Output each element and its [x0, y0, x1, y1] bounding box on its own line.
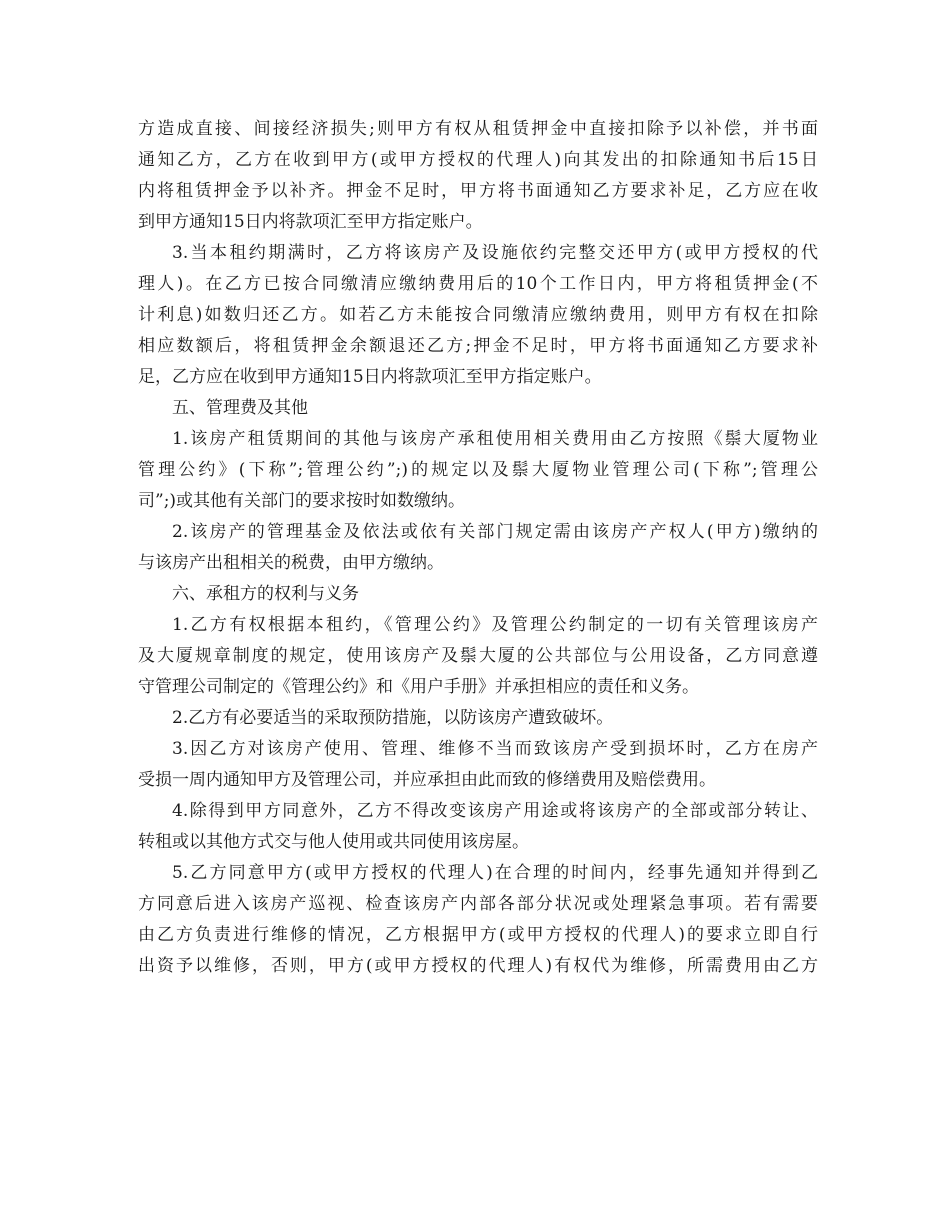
text-line: 管理公约》(下称”;管理公约”;)的规定以及鬃大厦物业管理公司(下称”;管理公: [138, 460, 818, 480]
text-line: 1.乙方有权根据本租约，《管理公约》及管理公约制定的一切有关管理该房产: [172, 615, 818, 635]
text-line: 4.除得到甲方同意外，乙方不得改变该房产用途或将该房产的全部或部分转让、: [172, 801, 818, 821]
text-line: 转租或以其他方式交与他人使用或共同使用该房屋。: [138, 832, 529, 852]
text-line: 司”;)或其他有关部门的要求按时如数缴纳。: [138, 491, 466, 511]
text-line: 3.因乙方对该房产使用、管理、维修不当而致该房产受到损坏时，乙方在房产: [172, 739, 818, 759]
document-body: [138, 114, 818, 982]
text-line: 相应数额后，将租赁押金余额退还乙方;押金不足时，甲方将书面通知乙方要求补: [138, 336, 818, 356]
text-line: 由乙方负责进行维修的情况，乙方根据甲方(或甲方授权的代理人)的要求立即自行: [138, 925, 818, 945]
text-line: 足，乙方应在收到甲方通知15日内将款项汇至甲方指定账户。: [138, 367, 602, 387]
text-line: 方同意后进入该房产巡视、检查该房产内部各部分状况或处理紧急事项。若有需要: [138, 894, 818, 914]
text-line: 计利息)如数归还乙方。如若乙方未能按合同缴清应缴纳费用，则甲方有权在扣除: [138, 305, 818, 325]
text-line: 到甲方通知15日内将款项汇至甲方指定账户。: [138, 212, 483, 232]
text-line: 六、承租方的权利与义务: [172, 584, 359, 604]
text-line: 及大厦规章制度的规定，使用该房产及鬃大厦的公共部位与公用设备，乙方同意遵: [138, 646, 818, 666]
text-line: 五、管理费及其他: [172, 398, 308, 418]
text-line: 3.当本租约期满时，乙方将该房产及设施依约完整交还甲方(或甲方授权的代: [172, 243, 818, 263]
text-line: 5.乙方同意甲方(或甲方授权的代理人)在合理的时间内，经事先通知并得到乙: [172, 863, 818, 883]
text-line: 2.该房产的管理基金及依法或依有关部门规定需由该房产产权人(甲方)缴纳的: [172, 522, 818, 542]
text-line: 2.乙方有必要适当的采取预防措施，以防该房产遭致破坏。: [172, 708, 614, 728]
text-line: 理人)。在乙方已按合同缴清应缴纳费用后的10个工作日内，甲方将租赁押金(不: [138, 274, 818, 294]
text-line: 出资予以维修，否则，甲方(或甲方授权的代理人)有权代为维修，所需费用由乙方: [138, 956, 818, 976]
text-line: 守管理公司制定的《管理公约》和《用户手册》并承担相应的责任和义务。: [138, 677, 699, 697]
text-line: 受损一周内通知甲方及管理公司，并应承担由此而致的修缮费用及赔偿费用。: [138, 770, 716, 790]
text-line: 通知乙方，乙方在收到甲方(或甲方授权的代理人)向其发出的扣除通知书后15日: [138, 150, 818, 170]
text-line: 方造成直接、间接经济损失;则甲方有权从租赁押金中直接扣除予以补偿，并书面: [138, 119, 818, 139]
text-line: 内将租赁押金予以补齐。押金不足时，甲方将书面通知乙方要求补足，乙方应在收: [138, 181, 818, 201]
text-line: 1.该房产租赁期间的其他与该房产承租使用相关费用由乙方按照《鬃大厦物业: [172, 429, 818, 449]
text-line: 与该房产出租相关的税费，由甲方缴纳。: [138, 553, 444, 573]
